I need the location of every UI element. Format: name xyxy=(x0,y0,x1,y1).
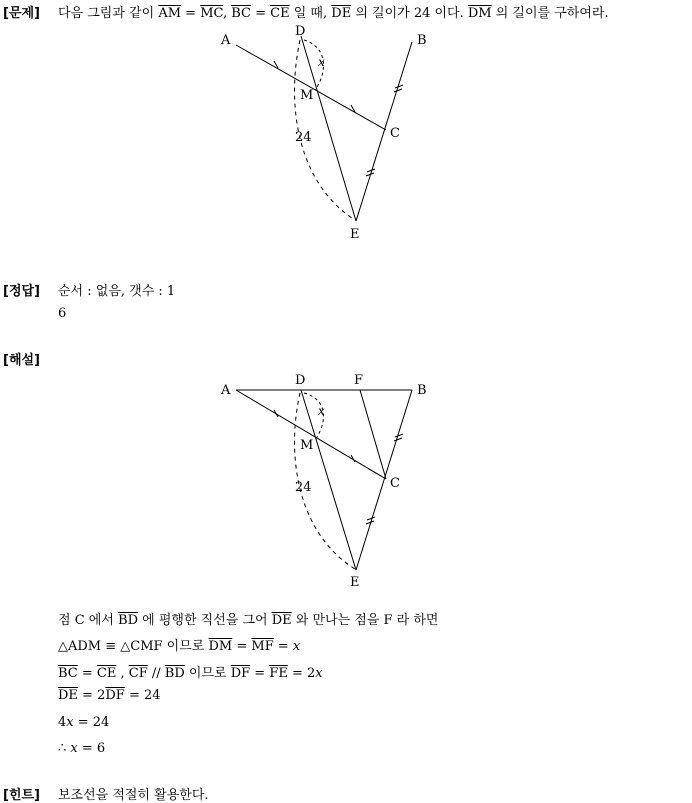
segment-am: $\overline{AM}$ xyxy=(158,6,182,21)
sol4-text-b: = 2 xyxy=(77,688,106,703)
label-f-2: F xyxy=(354,373,364,388)
sol3-text-l: = 2 xyxy=(287,666,316,681)
sol3-segment-ce: $\overline{CE}$ xyxy=(96,666,117,681)
label-d-2: D xyxy=(295,373,306,388)
tick-am-2 xyxy=(274,410,278,417)
sol3-segment-bd: $\overline{BD}$ xyxy=(164,666,185,681)
solution-line-3 xyxy=(58,662,323,681)
sol1-segment-de: $\overline{DE}$ xyxy=(271,613,292,628)
sol1-text-c: 에 평행한 직선을 그어 xyxy=(138,613,272,628)
label-m: M xyxy=(300,88,314,103)
label-b: B xyxy=(417,33,427,48)
problem-tag: [문제] xyxy=(3,6,40,21)
label-a: A xyxy=(221,33,231,48)
label-x-2: x xyxy=(318,404,325,418)
sol1-segment-bd: $\overline{BD}$ xyxy=(118,613,139,628)
sol1-text-a: 점 C 에서 xyxy=(58,613,119,628)
sol2-text-e: = xyxy=(273,639,293,654)
label-24: 24 xyxy=(295,130,312,145)
tick-bc-2a xyxy=(395,434,403,437)
label-24-2: 24 xyxy=(295,480,312,495)
answer-value: 6 xyxy=(58,306,67,321)
answer-meta: 순서 : 없음, 갯수 : 1 xyxy=(58,284,176,299)
label-x: x xyxy=(318,55,325,69)
sol1-text-e: 와 만나는 점을 F 라 하면 xyxy=(291,613,439,628)
problem-text-3: , xyxy=(222,6,232,21)
solution-line-6 xyxy=(58,741,105,756)
solution-line-1 xyxy=(58,609,438,628)
sol3-text-b: = xyxy=(77,666,97,681)
sol2-text-a: △ADM ≡ △CMF 이므로 xyxy=(58,639,209,654)
problem-text-4: = xyxy=(251,6,271,21)
label-b-2: B xyxy=(417,383,427,398)
solution-line-2 xyxy=(58,635,300,654)
label-c-2: C xyxy=(390,476,400,491)
sol5-text-c: = 24 xyxy=(73,715,110,730)
sol2-segment-mf: $\overline{MF}$ xyxy=(251,639,274,654)
segment-b-e-2 xyxy=(356,390,412,570)
sol3-text-j: = xyxy=(250,666,270,681)
label-e-2: E xyxy=(350,575,360,590)
label-c: C xyxy=(390,126,400,141)
segment-bc: $\overline{BC}$ xyxy=(231,6,251,21)
problem-text-6: 의 길이가 24 이다. xyxy=(351,6,468,21)
sol4-segment-df: $\overline{DF}$ xyxy=(105,688,125,703)
sol3-segment-bc: $\overline{BC}$ xyxy=(58,666,78,681)
sol6-therefore: ∴ xyxy=(58,741,71,756)
problem-text-1: 다음 그림과 같이 xyxy=(58,6,159,21)
segment-de: $\overline{DE}$ xyxy=(331,6,352,21)
sol3-segment-fe: $\overline{FE}$ xyxy=(269,666,288,681)
hint-text: 보조선을 적절히 활용한다. xyxy=(58,788,209,803)
solution-tag: [해설] xyxy=(3,353,40,368)
sol2-segment-dm: $\overline{DM}$ xyxy=(208,639,233,654)
sol4-segment-de: $\overline{DE}$ xyxy=(58,688,78,703)
sol4-text-d: = 24 xyxy=(124,688,161,703)
label-e: E xyxy=(350,227,360,242)
label-d: D xyxy=(295,24,306,39)
problem-text-7: 의 길이를 구하여라. xyxy=(491,6,609,21)
tick-ce-2a xyxy=(367,517,375,520)
sol2-text-c: = xyxy=(232,639,252,654)
solution-line-5 xyxy=(58,715,109,730)
label-a-2: A xyxy=(221,383,231,398)
tick-bc-2b xyxy=(394,438,402,441)
segment-dm: $\overline{DM}$ xyxy=(467,6,492,21)
solution-line-4 xyxy=(58,688,161,703)
sol2-var-x: x xyxy=(292,639,301,654)
problem-text-5: 일 때, xyxy=(289,6,332,21)
problem-text-2: = xyxy=(181,6,201,21)
segment-mc: $\overline{MC}$ xyxy=(200,6,223,21)
sol3-segment-df: $\overline{DF}$ xyxy=(230,666,251,681)
sol3-text-h: 이므로 xyxy=(184,666,231,681)
sol5-text-a: 4 xyxy=(58,715,67,730)
sol6-text-c: = 6 xyxy=(77,741,106,756)
hint-tag: [힌트] xyxy=(3,788,40,803)
sol3-segment-cf: $\overline{CF}$ xyxy=(128,666,148,681)
sol6-var-x: x xyxy=(70,741,78,756)
answer-tag: [정답] xyxy=(3,284,40,299)
sol5-var-x: x xyxy=(66,715,74,730)
segment-ce: $\overline{CE}$ xyxy=(270,6,290,21)
label-m-2: M xyxy=(300,438,314,453)
sol3-text-d: , xyxy=(116,666,129,681)
sol3-text-f: // xyxy=(147,666,165,681)
sol3-var-x: x xyxy=(315,666,323,681)
